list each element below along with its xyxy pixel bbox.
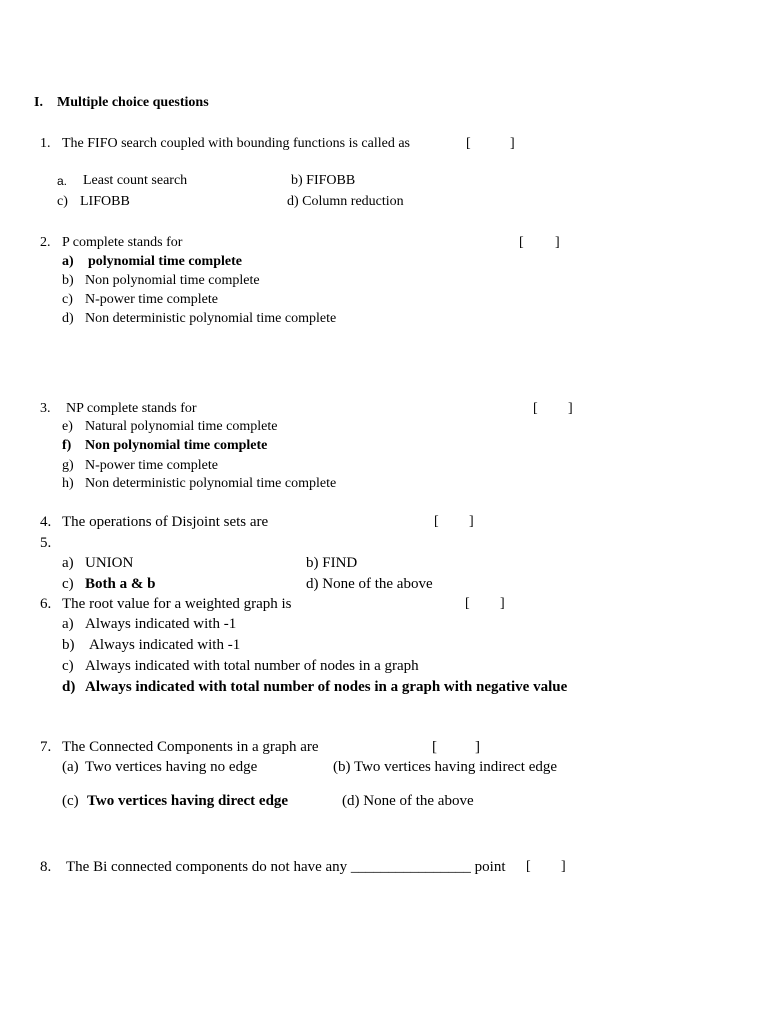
option-text: (d) None of the above [342, 793, 474, 809]
option-label: e) [62, 419, 73, 434]
option-label: a) [62, 254, 74, 269]
question-number: 6. [40, 596, 52, 612]
option-label: c) [62, 292, 73, 307]
question-text: NP complete stands for [66, 401, 197, 416]
option-text: Both a & b [85, 576, 156, 592]
option-label: b) [62, 637, 75, 653]
option-label: d) [62, 311, 74, 326]
option-text: Non deterministic polynomial time complete [85, 311, 337, 326]
answer-bracket-close: ] [568, 401, 573, 416]
answer-bracket-close: ] [469, 514, 474, 529]
question-number: 3. [40, 401, 51, 416]
option-text: N-power time complete [85, 292, 218, 307]
option-label: a) [62, 616, 74, 632]
answer-bracket-open: [ [533, 401, 538, 416]
answer-bracket-close: ] [561, 859, 566, 874]
option-label: h) [62, 476, 74, 491]
question-number: 5. [40, 535, 52, 551]
option-text: (b) Two vertices having indirect edge [333, 759, 558, 775]
option-label: a) [62, 555, 74, 571]
option-text: Least count search [83, 173, 188, 188]
question-number: 7. [40, 739, 52, 755]
option-text: LIFOBB [80, 194, 130, 209]
option-text: Two vertices having no edge [85, 759, 258, 775]
question-number: 1. [40, 136, 51, 151]
question-text: The operations of Disjoint sets are [62, 514, 269, 530]
option-label: c) [57, 194, 68, 209]
option-label: d) [62, 679, 76, 695]
option-label: (c) [62, 793, 79, 809]
question-number: 4. [40, 514, 52, 530]
option-text: Always indicated with total number of nodes in a graph with negative value [85, 679, 568, 695]
option-text: Always indicated with total number of nodes in a graph [85, 658, 419, 674]
answer-bracket-close: ] [555, 235, 560, 250]
answer-bracket-open: [ [519, 235, 524, 250]
option-text: d) None of the above [306, 576, 433, 592]
answer-bracket-close: ] [475, 739, 480, 755]
question-text: P complete stands for [62, 235, 183, 250]
question-number: 8. [40, 859, 52, 875]
option-text: Always indicated with -1 [85, 616, 237, 632]
answer-bracket-close: ] [510, 136, 515, 151]
question-number: 2. [40, 235, 51, 250]
option-label: (a) [62, 759, 79, 775]
answer-bracket-open: [ [466, 136, 471, 151]
option-label: a. [57, 174, 68, 188]
option-text: b) FIFOBB [291, 173, 356, 188]
section-number: I. [34, 95, 43, 110]
option-label: b) [62, 273, 74, 288]
option-text: UNION [85, 555, 134, 571]
option-label: c) [62, 658, 74, 674]
option-text: polynomial time complete [88, 254, 242, 269]
section-title: Multiple choice questions [57, 95, 209, 110]
option-text: d) Column reduction [287, 194, 404, 209]
answer-bracket-open: [ [432, 739, 437, 755]
answer-bracket-open: [ [465, 596, 470, 611]
option-text: N-power time complete [85, 458, 218, 473]
option-text: b) FIND [306, 555, 358, 571]
question-text: The Bi connected components do not have any ________________ point [66, 859, 506, 875]
answer-bracket-close: ] [500, 596, 505, 611]
option-text: Always indicated with -1 [89, 637, 241, 653]
option-text: Two vertices having direct edge [87, 793, 289, 809]
answer-bracket-open: [ [526, 859, 531, 874]
option-label: c) [62, 576, 74, 592]
answer-bracket-open: [ [434, 514, 439, 529]
option-text: Non deterministic polynomial time complete [85, 476, 337, 491]
question-text: The FIFO search coupled with bounding functions is called as [62, 136, 410, 151]
option-label: f) [62, 438, 72, 453]
option-text: Non polynomial time complete [85, 273, 260, 288]
option-text: Natural polynomial time complete [85, 419, 278, 434]
question-text: The Connected Components in a graph are [62, 739, 319, 755]
question-text: The root value for a weighted graph is [62, 596, 292, 612]
option-text: Non polynomial time complete [85, 438, 268, 453]
option-label: g) [62, 458, 74, 473]
